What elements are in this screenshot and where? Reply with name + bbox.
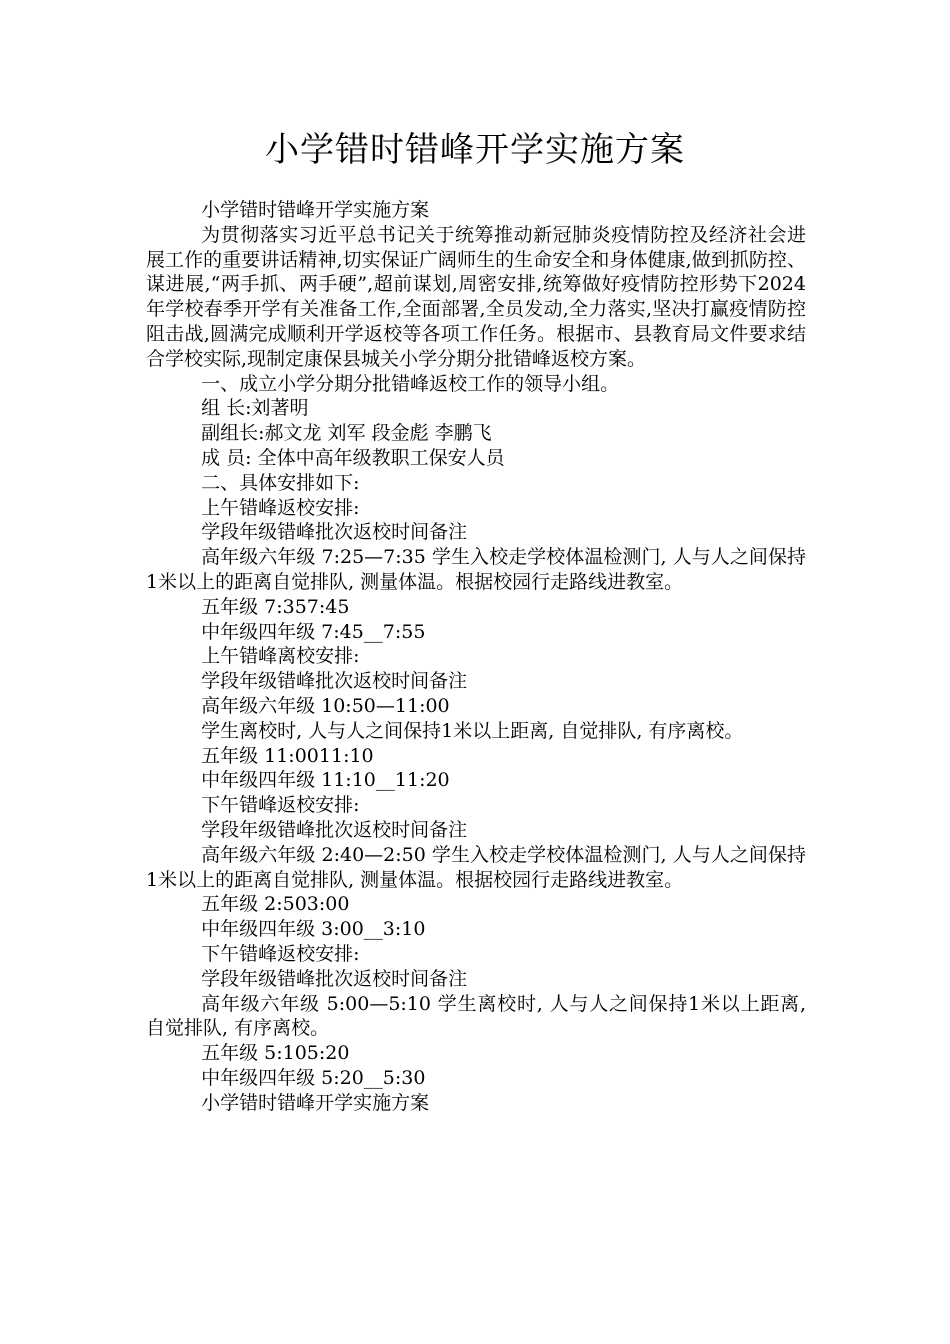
paragraph: 一、成立小学分期分批错峰返校工作的领导小组。	[201, 372, 620, 395]
paragraph: 五年级 7:357:45	[201, 595, 350, 618]
paragraph: 二、具体安排如下:	[201, 471, 360, 494]
paragraph: 学段年级错峰批次返校时间备注	[201, 818, 468, 841]
paragraph: 下午错峰返校安排:	[201, 942, 360, 965]
paragraph: 学段年级错峰批次返校时间备注	[201, 521, 468, 544]
paragraph: 五年级 2:503:00	[201, 893, 350, 916]
paragraph: 高年级六年级 10:50—11:00	[201, 694, 450, 717]
paragraph: 高年级六年级 2:40—2:50 学生入校走学校体温检测门, 人与人之间保持1米以上的距离自觉排队, 测量体温。根据校园行走路线进教室。	[146, 843, 806, 891]
document-title: 小学错时错峰开学实施方案	[265, 130, 685, 170]
paragraph: 中年级四年级 11:10__11:20	[201, 769, 450, 792]
paragraph: 小学错时错峰开学实施方案	[201, 199, 430, 221]
paragraph: 小学错时错峰开学实施方案	[201, 1091, 430, 1114]
paragraph: 学段年级错峰批次返校时间备注	[201, 670, 468, 693]
paragraph: 为贯彻落实习近平总书记关于统筹推动新冠肺炎疫情防控及经济社会进展工作的重要讲话精神,切实保证广阔师生的生命安全和身体健康,做到抓防控、谋进展,“两手抓、两手硬”,超前谋划,周密安排,统筹做好疫情防控形势下2024年学校春季开学有关准备工作,全面部署,全员发动,全力落实,坚决打赢疫情防控阻击战,圆满完成顺利开学返校等各项工作任务。根据市、县教育局文件要求结合学校实际,现制定康保县城关小学分期分批错峰返校方案。	[146, 223, 806, 370]
paragraph: 成 员: 全体中高年级教职工保安人员	[201, 446, 505, 469]
paragraph: 学生离校时, 人与人之间保持1米以上距离, 自觉排队, 有序离校。	[201, 719, 744, 742]
paragraph: 五年级 5:105:20	[201, 1042, 350, 1065]
paragraph: 中年级四年级 3:00__3:10	[201, 918, 426, 941]
paragraph: 五年级 11:0011:10	[201, 744, 374, 767]
document-body	[146, 198, 806, 1115]
paragraph: 中年级四年级 5:20__5:30	[201, 1066, 426, 1089]
paragraph: 上午错峰返校安排:	[201, 496, 360, 519]
paragraph: 组 长:刘著明	[201, 397, 309, 420]
paragraph: 下午错峰返校安排:	[201, 794, 360, 817]
paragraph: 上午错峰离校安排:	[201, 645, 360, 668]
paragraph: 副组长:郝文龙 刘军 段金彪 李鹏飞	[201, 422, 492, 445]
paragraph: 中年级四年级 7:45__7:55	[201, 620, 426, 643]
paragraph: 学段年级错峰批次返校时间备注	[201, 967, 468, 990]
paragraph: 高年级六年级 5:00—5:10 学生离校时, 人与人之间保持1米以上距离, 自觉排队, 有序离校。	[146, 992, 806, 1040]
paragraph: 高年级六年级 7:25—7:35 学生入校走学校体温检测门, 人与人之间保持1米以上的距离自觉排队, 测量体温。根据校园行走路线进教室。	[146, 546, 806, 593]
